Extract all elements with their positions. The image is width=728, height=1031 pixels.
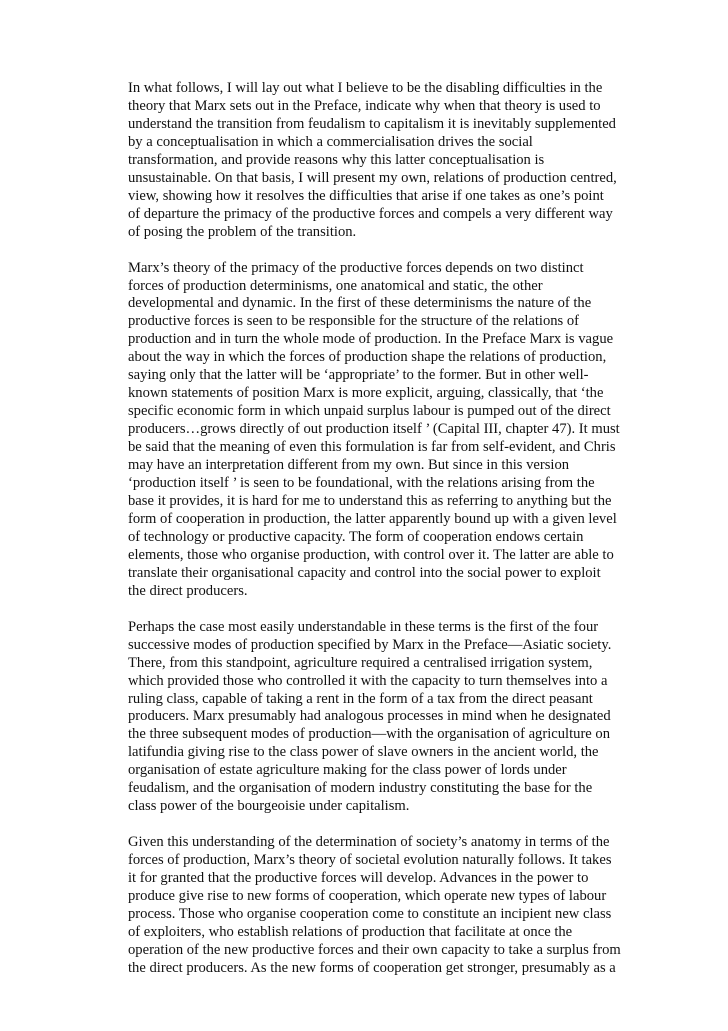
text-line: be said that the meaning of even this formulation is far from self-evident, and Chris [128,439,616,456]
paragraph-1 [128,80,628,242]
text-line: latifundia giving rise to the class power of slave owners in the ancient world, the [128,744,599,761]
paragraph-4 [128,834,628,978]
text-line: the direct producers. As the new forms of cooperation get stronger, presumably as a [128,959,616,976]
text-line: unsustainable. On that basis, I will present my own, relations of production centred, [128,169,617,186]
text-line: Perhaps the case most easily understandable in these terms is the first of the four [128,618,599,635]
text-line: view, showing how it resolves the difficulties that arise if one takes as one’s point [128,187,604,204]
paragraph-3 [128,619,628,816]
text-line: known statements of position Marx is more explicit, arguing, classically, that ‘the [128,385,604,402]
text-line: by a conceptualisation in which a commercialisation drives the social [128,133,533,150]
text-line: transformation, and provide reasons why this latter conceptualisation is [128,151,545,168]
text-line: form of cooperation in production, the latter apparently bound up with a given level [128,510,617,527]
text-line: understand the transition from feudalism to capitalism it is inevitably supplemented [128,115,616,132]
text-line: translate their organisational capacity and control into the social power to exploit [128,564,601,581]
text-line: of exploiters, who establish relations of production that facilitate at once the [128,923,573,940]
text-line: production and in turn the whole mode of production. In the Preface Marx is vague [128,331,614,348]
text-line: feudalism, and the organisation of modern industry constituting the base for the [128,780,593,797]
text-line: it for granted that the productive forces will develop. Advances in the power to [128,870,589,887]
text-line: There, from this standpoint, agriculture required a centralised irrigation system, [128,654,593,671]
text-line: operation of the new productive forces and their own capacity to take a surplus from [128,941,621,958]
text-line: ‘production itself ’ is seen to be foundational, with the relations arising from the [128,475,595,492]
text-line: Marx’s theory of the primacy of the productive forces depends on two distinct [128,259,584,276]
body-text [128,80,628,996]
text-line: producers…grows directly of out production itself ’ (Capital III, chapter 47). It must [128,421,620,438]
text-line: class power of the bourgeoisie under capitalism. [128,798,410,815]
text-line: base it provides, it is hard for me to understand this as referring to anything but the [128,492,612,509]
text-line: may have an interpretation different from my own. But since in this version [128,457,570,474]
text-line: the direct producers. [128,582,248,599]
text-line: specific economic form in which unpaid surplus labour is pumped out of the direct [128,403,611,420]
text-line: ruling class, capable of taking a rent in the form of a tax from the direct peasant [128,690,593,707]
text-line: theory that Marx sets out in the Preface, indicate why when that theory is used to [128,97,601,114]
text-line: of technology or productive capacity. The form of cooperation endows certain [128,528,584,545]
text-line: elements, those who organise production, with control over it. The latter are able to [128,546,614,563]
text-line: productive forces is seen to be responsible for the structure of the relations of [128,313,580,330]
text-line: the three subsequent modes of production—with the organisation of agriculture on [128,726,611,743]
text-line: about the way in which the forces of production shape the relations of production, [128,349,607,366]
text-line: forces of production determinisms, one anatomical and static, the other [128,277,543,294]
text-line: of posing the problem of the transition. [128,223,357,240]
text-line: produce give rise to new forms of cooperation, which operate new types of labour [128,888,607,905]
text-line: which provided those who controlled it with the capacity to turn themselves into a [128,672,608,689]
text-line: producers. Marx presumably had analogous processes in mind when he designated [128,708,611,725]
text-line: In what follows, I will lay out what I believe to be the disabling difficulties in the [128,80,603,96]
text-line: successive modes of production specified by Marx in the Preface—Asiatic society. [128,636,612,653]
text-line: saying only that the latter will be ‘appropriate’ to the former. But in other well- [128,367,589,384]
text-line: of departure the primacy of the productive forces and compels a very different way [128,205,613,222]
text-line: developmental and dynamic. In the first of these determinisms the nature of the [128,295,592,312]
text-line: Given this understanding of the determination of society’s anatomy in terms of the [128,834,610,851]
text-line: process. Those who organise cooperation come to constitute an incipient new class [128,905,612,922]
text-line: forces of production, Marx’s theory of societal evolution naturally follows. It takes [128,852,612,869]
paragraph-2 [128,260,628,601]
text-line: organisation of estate agriculture making for the class power of lords under [128,762,567,779]
